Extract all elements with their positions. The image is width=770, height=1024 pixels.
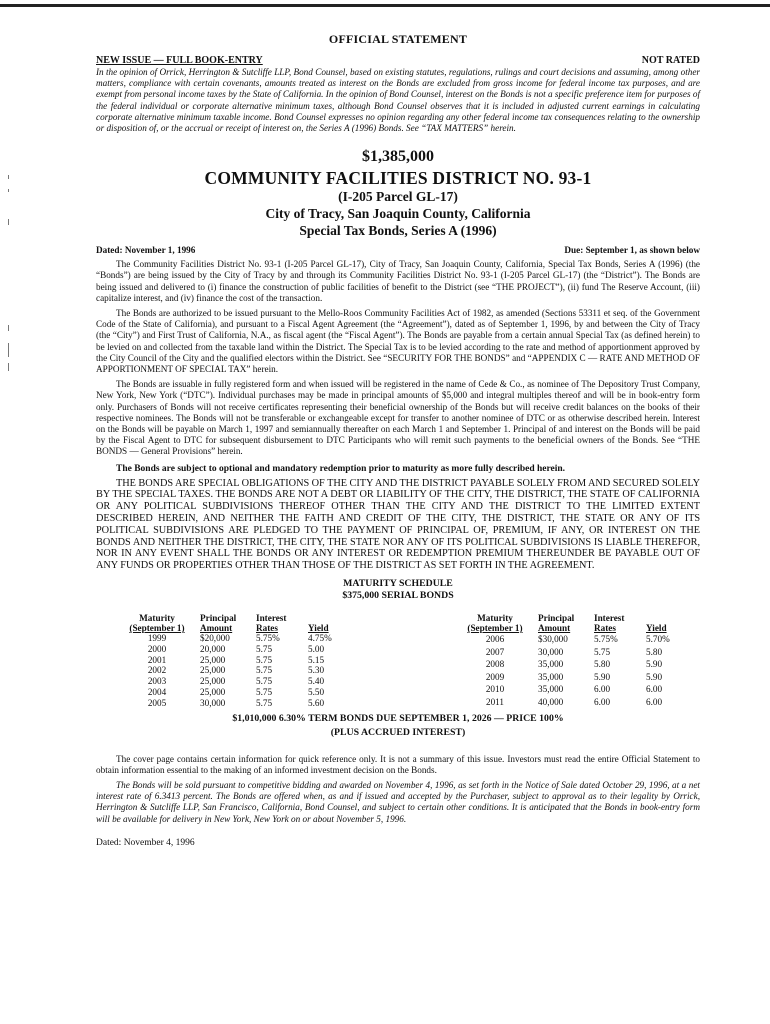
maturity-year: 2007 [485,646,505,657]
principal-amount: 35,000 [538,684,564,695]
maturity-year: 2002 [147,665,167,676]
col-interest: Interest Rates [256,613,287,634]
principal-amount: 25,000 [200,665,226,676]
table-row [458,683,686,696]
yield-value: 6.00 [646,684,663,695]
table-row [120,655,348,666]
interest-rate: 5.75 [256,697,273,708]
table-row [120,698,348,709]
interest-rate: 5.75 [594,646,611,657]
yield-value: 5.50 [308,687,325,698]
rating-label: NOT RATED [641,55,700,66]
maturity-year: 2003 [147,676,167,687]
paragraph-authority: The Bonds are authorized to be issued pursuant to the Mello-Roos Community Facilities Act of 1982, as amended (Sections 53311 et seq. of the Government Code of the State of California), and pursuant to a Fiscal Agent Agreement (the “Agreement”), dated as of September 1, 1996, by and between the City of Tracy (the “City”) and First Trust of California, N.A., as fiscal agent (the “Fiscal Agent”). The Bonds are payable from a certain annual Special Tax (as defined herein) to be levied on and collected from the taxable land within the District. The Special Tax is to be levied according to the rate and method of apportionment approved by the City Council of the City and the qualified electors within the District. See “SECURITY FOR THE BONDS” and “APPENDIX C — RATE AND METHOD OF APPORTIONMENT OF SPECIAL TAX” herein. [96,308,700,375]
issue-amount: $1,385,000 [362,148,434,166]
table-row [120,665,348,676]
statement-date: Dated: November 4, 1996 [96,837,195,848]
special-obligations-notice: THE BONDS ARE SPECIAL OBLIGATIONS OF THE CITY AND THE DISTRICT PAYABLE SOLELY FROM AND SECURED SOLELY BY THE SPECIAL TAXES. THE BONDS ARE NOT A DEBT OR LIABILITY OF THE CITY, THE DISTRICT, THE STATE OF CALIFORNIA OR ANY POLITICAL SUBDIVISIONS THEREOF OTHER THAN THE CITY AND THE DISTRICT TO THE LIMITED EXTENT DESCRIBED HEREIN, AND NEITHER THE FAITH AND CREDIT OF THE CITY, THE DISTRICT, THE STATE OR ANY OF ITS POLITICAL SUBDIVISIONS ARE PLEDGED TO THE PAYMENT OF PRINCIPAL OF, PREMIUM, IF ANY, OR INTEREST ON THE BONDS AND NEITHER THE DISTRICT, THE CITY, THE STATE NOR ANY OF ITS POLITICAL SUBDIVISIONS IS LIABLE THEREFOR, NOR IN ANY EVENT SHALL THE BONDS OR ANY INTEREST OR REDEMPTION PREMIUM THEREUNDER BE PAYABLE OUT OF ANY FUNDS OR PROPERTIES OTHER THAN THOSE OF THE DISTRICT AS SET FORTH IN THE AGREEMENT. [96,477,700,572]
location: City of Tracy, San Joaquin County, California [265,206,531,222]
top-rule [0,4,770,7]
maturity-year: 2000 [147,643,167,654]
issuer-name: COMMUNITY FACILITIES DISTRICT NO. 93-1 [204,168,592,189]
interest-rate: 5.75% [594,633,618,644]
maturity-year: 2006 [485,633,505,644]
interest-rate: 5.80 [594,659,611,670]
table-row [120,633,348,644]
dated-label: Dated: November 1, 1996 [96,245,196,256]
maturity-table-left [120,613,348,709]
maturity-schedule-title: MATURITY SCHEDULE [343,578,453,590]
principal-amount: 20,000 [200,643,226,654]
cover-page-notice: The cover page contains certain information for quick reference only. It is not a summary of this issue. Investors must read the entire Official Statement to obtain information essential to the making of an informed investment decision on the Bonds. [96,753,700,775]
table-row [458,633,686,646]
principal-amount: 35,000 [538,659,564,670]
col-yield: Yield [308,623,329,634]
interest-rate: 5.75 [256,654,273,665]
principal-amount: 25,000 [200,676,226,687]
maturity-tables [96,613,700,709]
principal-amount: 35,000 [538,671,564,682]
maturity-year: 2005 [147,697,167,708]
issue-row [96,55,700,66]
paragraph-purpose: The Community Facilities District No. 93-1 (I-205 Parcel GL-17), City of Tracy, San Joaquin County, California, Special Tax Bonds, Series A (1996) (the “Bonds”) are being issued by the City of Tracy by and through its Community Facilities District No. 93-1 (I-205 Parcel GL-17) (the “District”). The Bonds are being issued and delivered to (i) finance the construction of public facilities of benefit to the District (see “THE PROJECT”), (ii) fund The Reserve Account, (iii) capitalize interest, and (iv) finance the cost of the transaction. [96,259,700,303]
yield-value: 4.75% [308,633,332,644]
yield-value: 5.80 [646,646,663,657]
table-row [458,658,686,671]
col-principal: Principal Amount [538,613,575,634]
maturity-year: 2010 [485,684,505,695]
table-row [120,676,348,687]
col-interest: Interest Rates [594,613,625,634]
new-issue-label: NEW ISSUE — FULL BOOK-ENTRY [96,55,263,66]
interest-rate: 6.00 [594,696,611,707]
col-maturity: Maturity (September 1) [467,613,523,634]
maturity-year: 1999 [147,633,167,644]
yield-value: 5.40 [308,676,325,687]
term-bonds-line: $1,010,000 6.30% TERM BONDS DUE SEPTEMBER 1, 2026 — PRICE 100% [232,712,564,724]
interest-rate: 6.00 [594,684,611,695]
yield-value: 6.00 [646,696,663,707]
sale-paragraph: The Bonds will be sold pursuant to competitive bidding and awarded on November 4, 1996, as set forth in the Notice of Sale dated October 29, 1996, at a net interest rate of 6.3413 percent. The Bonds are offered when, as and if issued and accepted by the Purchaser, subject to approval as to their legality by Orrick, Herrington & Sutcliffe LLP, San Francisco, California, Bond Counsel, and subject to certain other conditions. It is anticipated that the Bonds in book-entry form will be available for delivery in New York, New York on or about November 5, 1996. [96,780,700,824]
table-row [458,671,686,684]
parcel-name: (I-205 Parcel GL-17) [338,189,458,205]
maturity-year: 2004 [147,687,167,698]
interest-rate: 5.75 [256,665,273,676]
col-yield: Yield [646,623,667,634]
yield-value: 5.00 [308,643,325,654]
col-maturity: Maturity (September 1) [129,613,185,634]
maturity-table-right [458,613,686,709]
principal-amount: $20,000 [200,633,230,644]
serial-bonds-subtitle: $375,000 SERIAL BONDS [342,590,454,602]
table-row [458,696,686,709]
yield-value: 5.15 [308,654,325,665]
yield-value: 5.70% [646,633,670,644]
interest-rate: 5.75 [256,643,273,654]
document-title: OFFICIAL STATEMENT [328,32,468,46]
interest-rate: 5.75 [256,676,273,687]
table-row [120,687,348,698]
interest-rate: 5.75% [256,633,280,644]
yield-value: 5.30 [308,665,325,676]
principal-amount: 30,000 [538,646,564,657]
table-row [120,644,348,655]
yield-value: 5.90 [646,671,663,682]
margin-marks [8,175,10,375]
table-header-row [458,613,686,633]
col-principal: Principal Amount [200,613,237,634]
accrued-interest-line: (PLUS ACCRUED INTEREST) [330,726,466,738]
principal-amount: 25,000 [200,687,226,698]
table-row [458,646,686,659]
due-label: Due: September 1, as shown below [564,245,700,256]
principal-amount: 40,000 [538,696,564,707]
maturity-year: 2008 [485,659,505,670]
table-header-row [120,613,348,633]
yield-value: 5.90 [646,659,663,670]
interest-rate: 5.75 [256,687,273,698]
principal-amount: 25,000 [200,654,226,665]
yield-value: 5.60 [308,697,325,708]
maturity-year: 2011 [485,696,505,707]
maturity-year: 2001 [147,654,167,665]
bond-counsel-opinion: In the opinion of Orrick, Herrington & Sutcliffe LLP, Bond Counsel, based on existing statutes, regulations, rulings and court decisions and assuming, among other matters, compliance with certain covenants, amounts treated as interest on the Bonds are excluded from gross income for federal income tax purposes, and are exempt from personal income taxes by the State of California. In the opinion of Bond Counsel, interest on the Bonds is not a specific preference item for purposes of the federal individual or corporate alternative minimum taxes, although Bond Counsel observes that it is included in adjusted current earnings in calculating corporate alternative minimum taxable income. Bond Counsel expresses no opinion regarding any other federal income tax consequences relating to the ownership or disposition of, or the accrual or receipt of interest on, the Series A (1996) Bonds. See “TAX MATTERS” herein. [96,67,700,134]
paragraph-book-entry: The Bonds are issuable in fully registered form and when issued will be registered in the name of Cede & Co., as nominee of The Depository Trust Company, New York, New York (“DTC”). Individual purchases may be made in principal amounts of $5,000 and integral multiples thereof and will be in book-entry form only. Purchasers of Bonds will not receive certificates representing their beneficial ownership of the Bonds but will receive credit balances on the books of their respective nominees. The Bonds will not be transferable or exchangeable except for transfer to another nominee of DTC or as otherwise described herein. Interest on the Bonds will be payable on March 1, 1997 and semiannually thereafter on each March 1 and September 1. Principal of and interest on the Bonds will be paid by the Fiscal Agent to DTC for subsequent disbursement to DTC Participants who will remit such payments to the beneficial owners of the Bonds. See “THE BONDS — General Provisions” herein. [96,379,700,457]
principal-amount: 30,000 [200,697,226,708]
interest-rate: 5.90 [594,671,611,682]
series-name: Special Tax Bonds, Series A (1996) [299,223,497,239]
redemption-notice: The Bonds are subject to optional and mandatory redemption prior to maturity as more fully described herein. [116,463,566,474]
official-statement-page [96,32,700,848]
principal-amount: $30,000 [538,633,568,644]
dated-due-row [96,245,700,255]
maturity-year: 2009 [485,671,505,682]
